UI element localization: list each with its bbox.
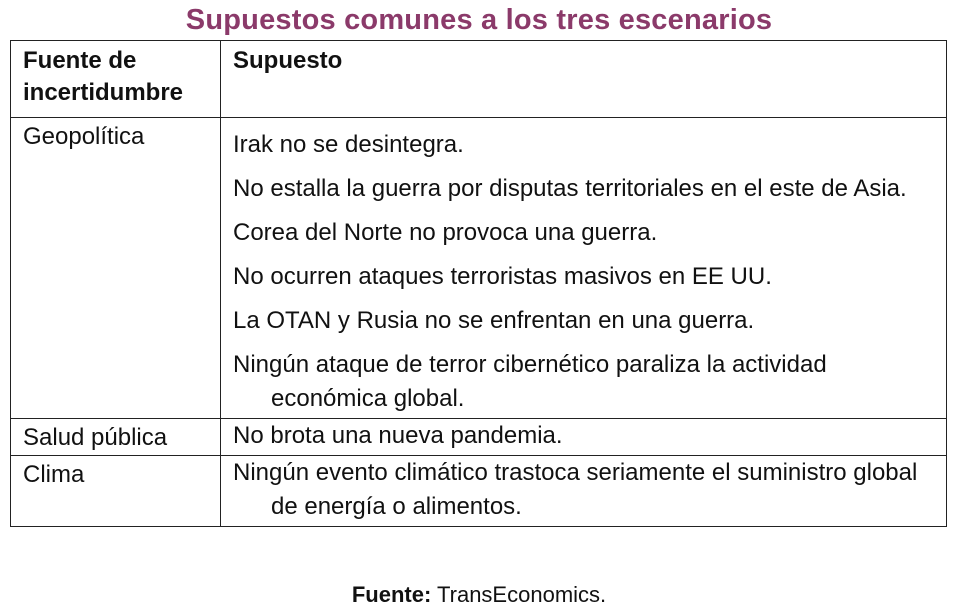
assumptions-table	[10, 40, 947, 527]
source-note	[0, 580, 958, 610]
assumption-item: No brota una nueva pandemia.	[233, 422, 563, 449]
assumption-list	[233, 118, 934, 416]
source-cell: Clima	[11, 456, 221, 527]
source-cell: Salud pública	[11, 419, 221, 456]
source-cell: Geopolítica	[11, 118, 221, 419]
assumption-item: Ningún evento climático trastoca seriamente el suministro global de energía o alimentos.	[233, 459, 918, 520]
source-text: TransEconomics.	[437, 582, 607, 607]
assumption-list	[233, 419, 934, 453]
assumption-item: Ningún ataque de terror cibernético paraliza la actividad económica global.	[233, 351, 827, 412]
table-row	[11, 419, 947, 456]
assumption-item: No estalla la guerra por disputas territoriales en el este de Asia.	[233, 175, 907, 202]
header-assumption: Supuesto	[221, 41, 947, 118]
assumption-item: No ocurren ataques terroristas masivos en EE UU.	[233, 263, 772, 290]
assumption-list	[233, 456, 934, 524]
table-row	[11, 118, 947, 419]
assumption-item: Corea del Norte no provoca una guerra.	[233, 219, 658, 246]
source-label: Fuente:	[351, 582, 432, 607]
header-source: Fuente de incertidumbre	[11, 41, 221, 118]
table-header-row	[11, 41, 947, 118]
page-title: Supuestos comunes a los tres escenarios	[185, 4, 773, 36]
assumption-cell	[221, 419, 947, 456]
assumption-item: Irak no se desintegra.	[233, 131, 464, 158]
assumption-item: La OTAN y Rusia no se enfrentan en una guerra.	[233, 307, 755, 334]
assumption-cell	[221, 118, 947, 419]
table-row	[11, 456, 947, 527]
assumption-cell	[221, 456, 947, 527]
